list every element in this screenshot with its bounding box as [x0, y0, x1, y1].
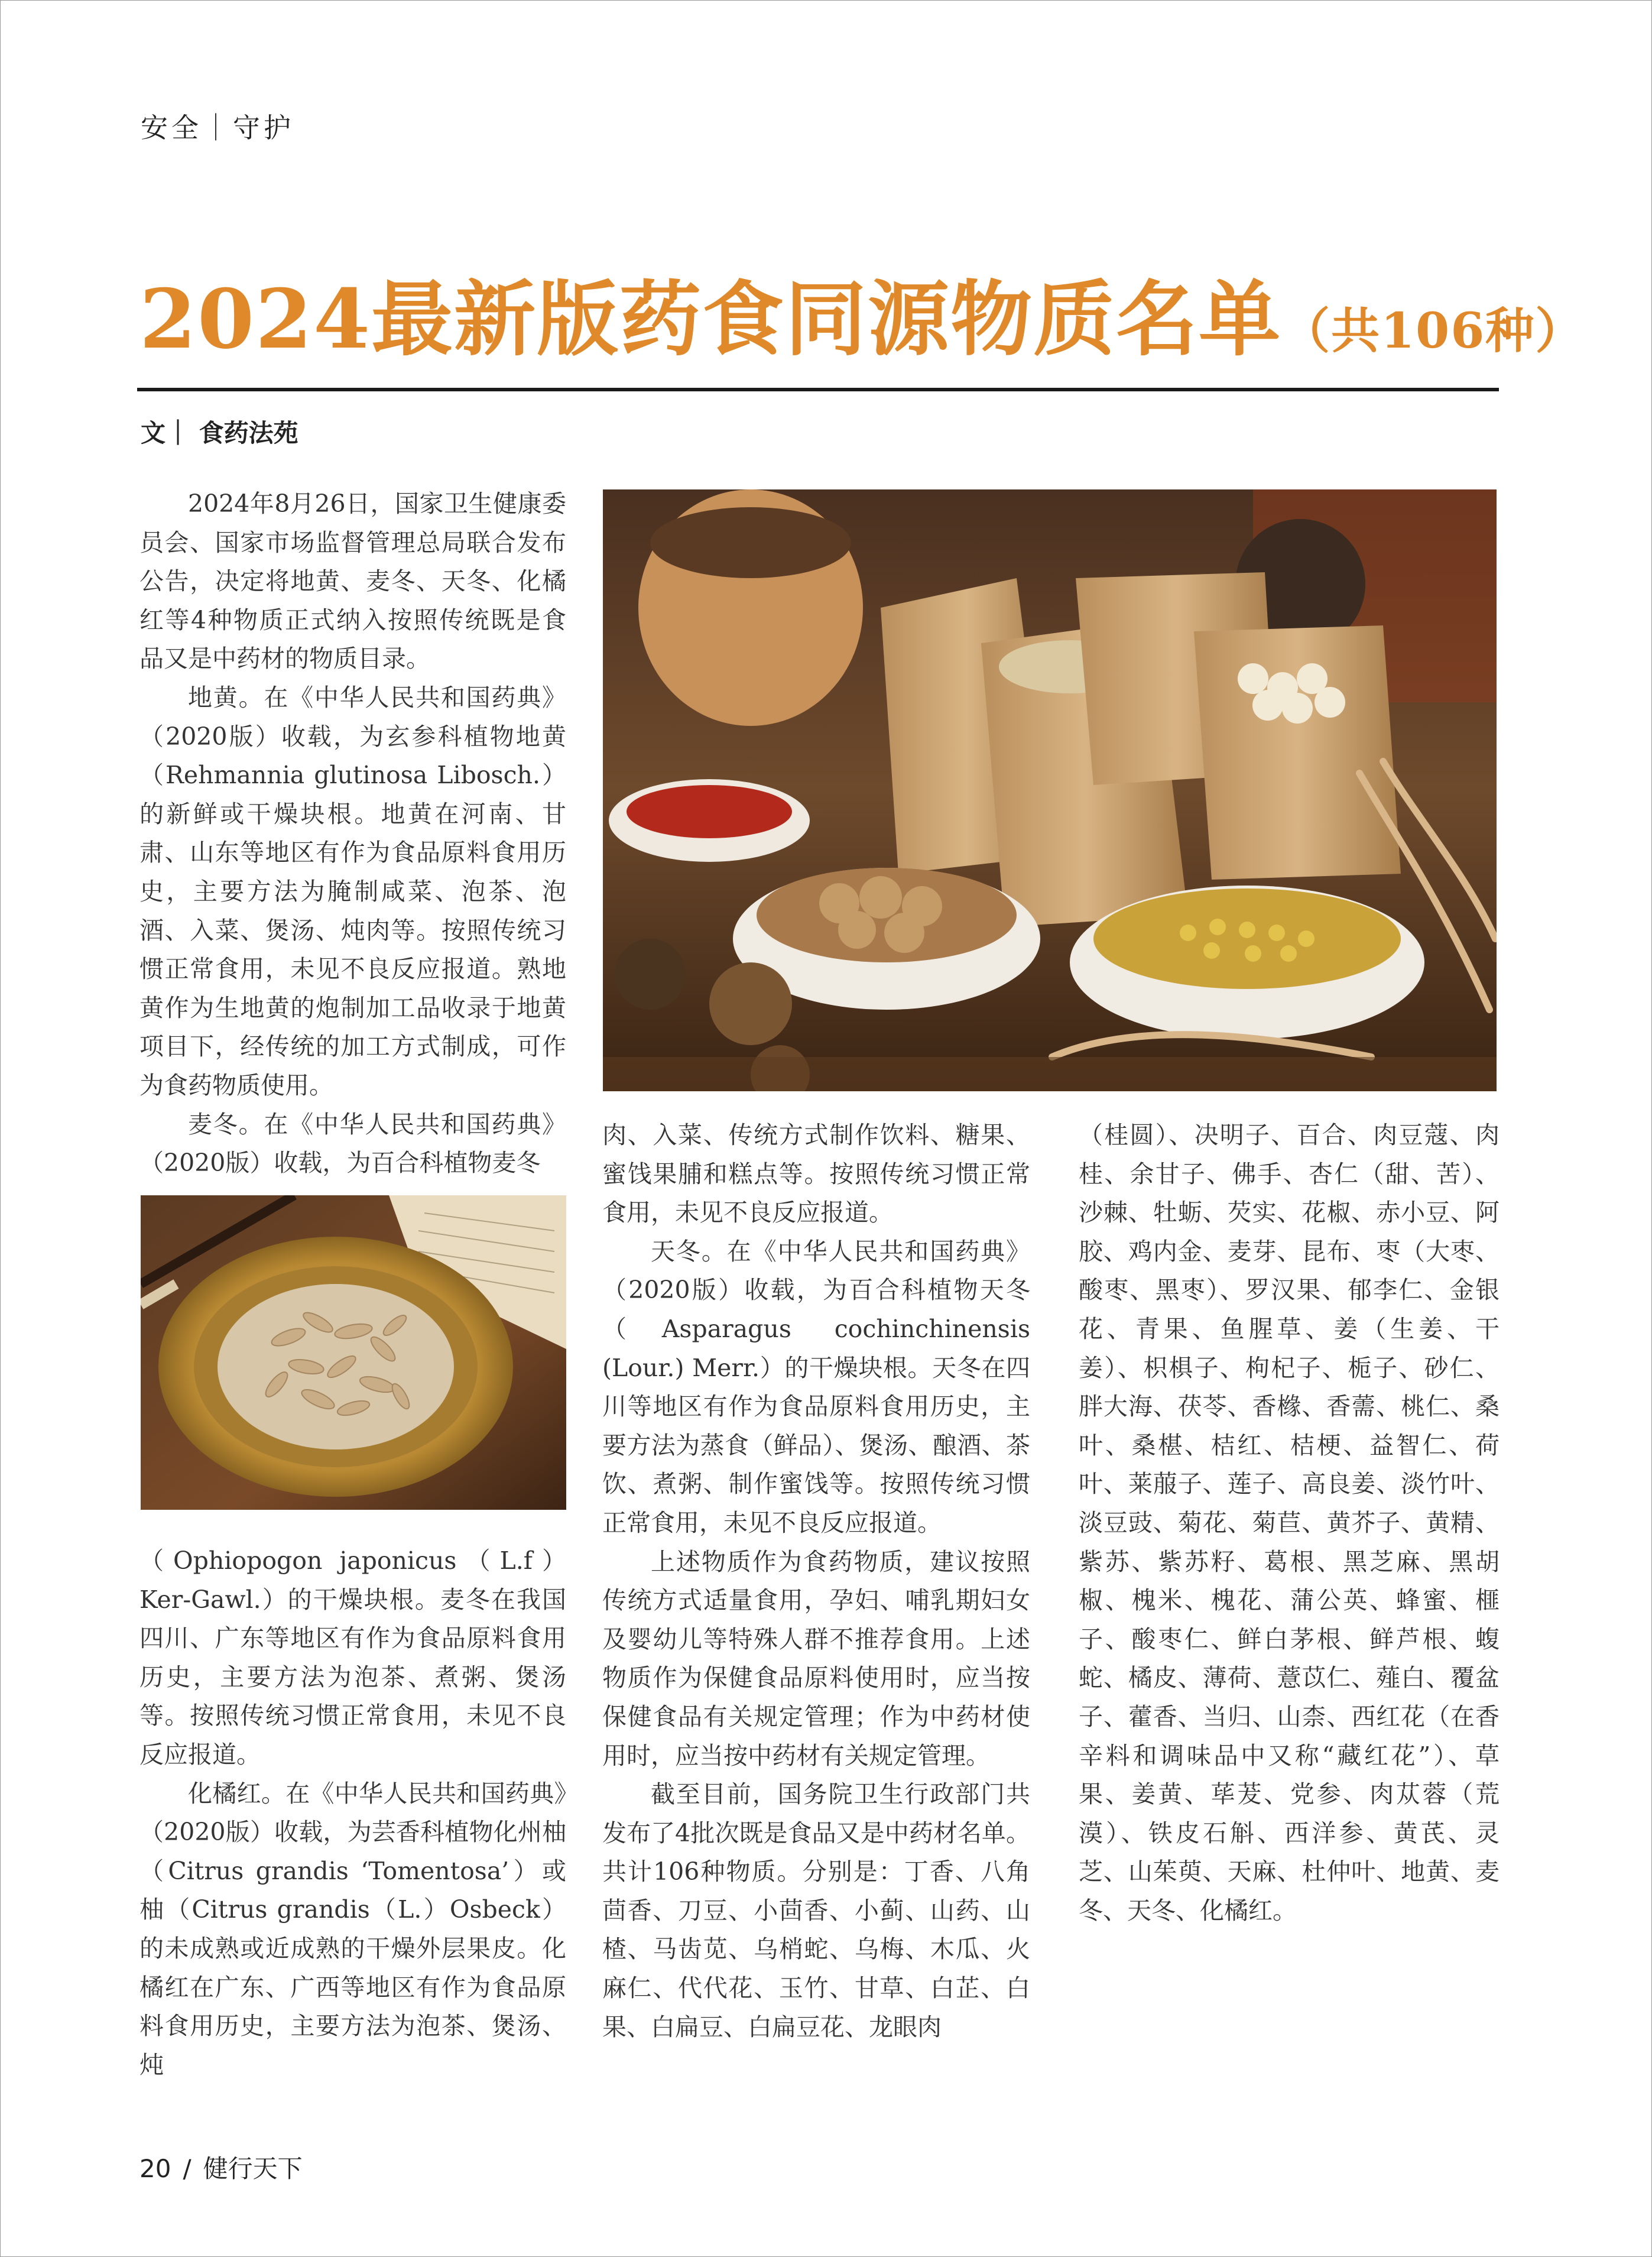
title-suffix: （共106种）: [1281, 303, 1585, 359]
paragraph: 上述物质作为食药物质，建议按照传统方式适量食用，孕妇、哺乳期妇女及婴幼儿等特殊人群不推荐食用。上述物质作为保健食品原料使用时，应当按保健食品有关规定管理；作为中药材使用时，应当按中药材有关规定管理。: [602, 1547, 1030, 1770]
title-rule: [137, 388, 1499, 391]
paragraph: 麦冬。在《中华人民共和国药典》（2020版）收载，为百合科植物麦冬: [139, 1110, 566, 1178]
paragraph: 化橘红。在《中华人民共和国药典》（2020版）收载，为芸香科植物化州柚（Citrus grandis ‘Tomentosa’）或柚（Citrus grandis（L.）Osbeck）的未成熟或近成熟的干燥外层果皮。化橘红在广东、广西等地区有作为食品原料食用历史，主要方法为泡茶、煲汤、炖: [139, 1779, 566, 2079]
herbs-hero-photo: [603, 489, 1497, 1091]
section-label: 安全｜守护: [141, 112, 294, 144]
paragraph: 地黄。在《中华人民共和国药典》（2020版）收载，为玄参科植物地黄（Rehmannia glutinosa Libosch.）的新鲜或干燥块根。地黄在河南、甘肃、山东等地区有作为食品原料食用历史，主要方法为腌制咸菜、泡茶、泡酒、入菜、煲汤、炖肉等。按照传统习惯正常食用，未见不良反应报道。熟地黄作为生地黄的炮制加工品收录于地黄项目下，经传统的加工方式制成，可作为食药物质使用。: [139, 683, 566, 1100]
column-1-bottom: [139, 1542, 566, 2084]
title-main: 2024最新版药食同源物质名单: [139, 271, 1282, 367]
paragraph: 截至目前，国务院卫生行政部门共发布了4批次既是食品又是中药材名单。共计106种物质。分别是：丁香、八角茴香、刀豆、小茴香、小蓟、山药、山楂、马齿苋、乌梢蛇、乌梅、木瓜、火麻仁、代代花、玉竹、甘草、白芷、白果、白扁豆、白扁豆花、龙眼肉: [602, 1780, 1030, 2041]
paragraph: 2024年8月26日，国家卫生健康委员会、国家市场监督管理总局联合发布公告，决定将地黄、麦冬、天冬、化橘红等4种物质正式纳入按照传统既是食品又是中药材的物质目录。: [139, 489, 566, 673]
paragraph: 肉、入菜、传统方式制作饮料、糖果、蜜饯果脯和糕点等。按照传统习惯正常食用，未见不良反应报道。: [602, 1121, 1030, 1227]
magazine-name: 健行天下: [203, 2154, 303, 2183]
page-number: 20: [139, 2154, 171, 2183]
column-1-top: [139, 485, 566, 1183]
paragraph: （Ophiopogon japonicus（L.f）Ker-Gawl.）的干燥块根。麦冬在我国四川、广东等地区有作为食品原料食用历史，主要方法为泡茶、煮粥、煲汤等。按照传统习惯正常食用，未见不良反应报道。: [139, 1546, 566, 1769]
column-3: [1079, 1116, 1500, 1930]
footer-separator: /: [183, 2154, 192, 2183]
article-title: [139, 254, 1585, 371]
column-2: [602, 1116, 1030, 2047]
paragraph: （桂圆）、决明子、百合、肉豆蔻、肉桂、余甘子、佛手、杏仁（甜、苦）、沙棘、牡蛎、芡实、花椒、赤小豆、阿胶、鸡内金、麦芽、昆布、枣（大枣、酸枣、黑枣）、罗汉果、郁李仁、金银花、青果、鱼腥草、姜（生姜、干姜）、枳椇子、枸杞子、栀子、砂仁、胖大海、茯苓、香橼、香薷、桃仁、桑叶、桑椹、桔红、桔梗、益智仁、荷叶、莱菔子、莲子、高良姜、淡竹叶、淡豆豉、菊花、菊苣、黄芥子、黄精、紫苏、紫苏籽、葛根、黑芝麻、黑胡椒、槐米、槐花、蒲公英、蜂蜜、榧子、酸枣仁、鲜白茅根、鲜芦根、蝮蛇、橘皮、薄荷、薏苡仁、薤白、覆盆子、藿香、当归、山柰、西红花（在香辛料和调味品中又称“藏红花”）、草果、姜黄、荜茇、党参、肉苁蓉（荒漠）、铁皮石斛、西洋参、黄芪、灵芝、山茱萸、天麻、杜仲叶、地黄、麦冬、天冬、化橘红。: [1079, 1121, 1500, 1925]
paragraph: 天冬。在《中华人民共和国药典》（2020版）收载，为百合科植物天冬（Asparagus cochinchinensis (Lour.) Merr.）的干燥块根。天冬在四川等地区有作为食品原料食用历史，主要方法为蒸食（鲜品）、煲汤、酿酒、茶饮、煮粥、制作蜜饯等。按照传统习惯正常食用，未见不良反应报道。: [602, 1237, 1030, 1537]
byline: 文｜ 食药法苑: [141, 419, 298, 447]
page-footer: [139, 2149, 314, 2185]
ophiopogon-photo: [141, 1195, 566, 1510]
